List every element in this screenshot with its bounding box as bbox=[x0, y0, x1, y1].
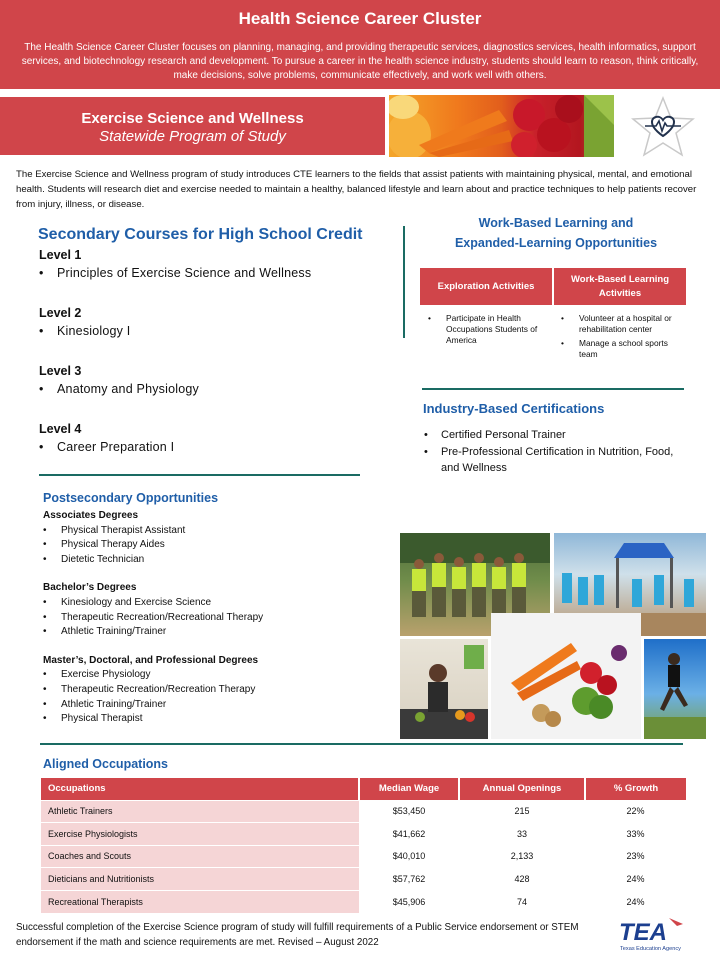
logo-caption: Texas Education Agency bbox=[620, 946, 681, 952]
photo-collage bbox=[400, 531, 706, 741]
occupation-name: Exercise Physiologists bbox=[41, 823, 359, 846]
growth: 33% bbox=[585, 823, 686, 846]
postsecondary-list bbox=[43, 509, 373, 727]
secondary-courses-title: Secondary Courses for High School Credit bbox=[38, 226, 363, 243]
vertical-divider bbox=[403, 226, 405, 338]
star-heartbeat-icon bbox=[630, 96, 696, 158]
program-title: Exercise Science and Wellness bbox=[81, 110, 304, 127]
occupation-name: Coaches and Scouts bbox=[41, 845, 359, 868]
degree-item: • Physical Therapy Aides bbox=[43, 538, 373, 553]
col-header: Annual Openings bbox=[459, 778, 585, 800]
ibc-title: Industry-Based Certifications bbox=[423, 401, 605, 416]
level-label: Level 4 bbox=[39, 422, 82, 436]
degree-item: • Dietetic Technician bbox=[43, 553, 373, 568]
ibc-item: • Certified Personal Trainer bbox=[424, 427, 694, 443]
degree-item: • Athletic Training/Trainer bbox=[43, 625, 373, 640]
vegetables-photo bbox=[389, 95, 614, 157]
median-wage: $53,450 bbox=[359, 800, 459, 823]
level-course: • Career Preparation I bbox=[39, 440, 389, 454]
level-label: Level 2 bbox=[39, 306, 82, 320]
degree-item: • Athletic Training/Trainer bbox=[43, 698, 373, 713]
degree-item: • Physical Therapist bbox=[43, 712, 373, 727]
wbl-col1 bbox=[420, 313, 553, 363]
table-row bbox=[41, 868, 686, 891]
annual-openings: 428 bbox=[459, 868, 585, 891]
program-banner bbox=[0, 97, 385, 155]
runner-photo bbox=[644, 639, 706, 739]
kitchen-photo bbox=[400, 639, 488, 739]
annual-openings: 215 bbox=[459, 800, 585, 823]
wbl-title-line1: Work-Based Learning and bbox=[478, 216, 634, 230]
col-header: Median Wage bbox=[359, 778, 459, 800]
level-course: • Anatomy and Physiology bbox=[39, 382, 389, 396]
wbl-title-line2: Expanded-Learning Opportunities bbox=[454, 236, 658, 250]
growth: 24% bbox=[585, 890, 686, 913]
annual-openings: 74 bbox=[459, 890, 585, 913]
wbl-col1-header: Exploration Activities bbox=[420, 268, 552, 305]
wbl-col2-header: Work-Based Learning Activities bbox=[554, 268, 686, 305]
occupations-divider bbox=[40, 743, 683, 745]
wbl-table-header bbox=[420, 268, 686, 305]
cluster-title: Health Science Career Cluster bbox=[238, 9, 482, 28]
occupation-name: Dieticians and Nutritionists bbox=[41, 868, 359, 891]
wbl-item: • Manage a school sports team bbox=[553, 338, 686, 360]
ibc-item: • Pre-Professional Certification in Nutrition, Food, and Wellness bbox=[424, 444, 694, 476]
cluster-header bbox=[0, 0, 720, 89]
occupations-table bbox=[41, 778, 686, 913]
table-row bbox=[41, 890, 686, 913]
wbl-item: • Volunteer at a hospital or rehabilitation center bbox=[553, 313, 686, 335]
level-1 bbox=[39, 248, 389, 306]
degree-item: • Therapeutic Recreation/Recreation Therapy bbox=[43, 683, 373, 698]
wbl-divider bbox=[422, 388, 684, 390]
level-label: Level 1 bbox=[39, 248, 82, 262]
level-4 bbox=[39, 422, 389, 480]
footer-note: Successful completion of the Exercise Science program of study will fulfill requirements of a Public Service endorsement or STEM endorsement if the math and science requirements are met. Revised – August 2022 bbox=[16, 922, 579, 948]
cluster-description: The Health Science Career Cluster focuses on planning, managing, and providing therapeutic services, diagnostics services, health informatics, support services, and biotechnology research and development. To pursue a career in the health science industry, students should learn to reason, think critically, make decisions, solve problems, communicate effectively, and work well with others. bbox=[21, 42, 699, 81]
occupation-name: Athletic Trainers bbox=[41, 800, 359, 823]
median-wage: $41,662 bbox=[359, 823, 459, 846]
wbl-title bbox=[420, 213, 692, 253]
growth: 24% bbox=[585, 868, 686, 891]
degree-item: • Physical Therapist Assistant bbox=[43, 524, 373, 539]
ibc-list bbox=[424, 427, 694, 477]
median-wage: $57,762 bbox=[359, 868, 459, 891]
degree-heading: Bachelor’s Degrees bbox=[43, 582, 137, 594]
col-header: Occupations bbox=[41, 778, 359, 800]
level-3 bbox=[39, 364, 389, 422]
secondary-levels bbox=[39, 248, 389, 480]
degree-item: • Exercise Physiology bbox=[43, 668, 373, 683]
wbl-item: • Participate in Health Occupations Students of America bbox=[420, 313, 553, 346]
wbl-col2 bbox=[553, 313, 686, 363]
wbl-table-body bbox=[420, 313, 686, 363]
col-header: % Growth bbox=[585, 778, 686, 800]
produce-photo bbox=[491, 613, 641, 739]
annual-openings: 2,133 bbox=[459, 845, 585, 868]
degree-item: • Therapeutic Recreation/Recreational Therapy bbox=[43, 611, 373, 626]
table-row bbox=[41, 823, 686, 846]
table-row bbox=[41, 845, 686, 868]
tea-logo bbox=[617, 914, 689, 954]
growth: 23% bbox=[585, 845, 686, 868]
level-course: • Kinesiology I bbox=[39, 324, 389, 338]
level-2 bbox=[39, 306, 389, 364]
postsecondary-title: Postsecondary Opportunities bbox=[43, 491, 219, 505]
degree-item: • Kinesiology and Exercise Science bbox=[43, 596, 373, 611]
wbl-table bbox=[420, 268, 686, 363]
section-divider bbox=[39, 474, 360, 476]
annual-openings: 33 bbox=[459, 823, 585, 846]
logo-text: TEA bbox=[619, 919, 667, 946]
growth: 22% bbox=[585, 800, 686, 823]
program-subtitle: Statewide Program of Study bbox=[99, 128, 286, 145]
degree-heading: Master’s, Doctoral, and Professional Degrees bbox=[43, 654, 259, 666]
degree-heading: Associates Degrees bbox=[43, 510, 139, 521]
occupations-title: Aligned Occupations bbox=[43, 757, 169, 771]
occupation-name: Recreational Therapists bbox=[41, 890, 359, 913]
level-course: • Principles of Exercise Science and Wellness bbox=[39, 266, 389, 280]
program-intro: The Exercise Science and Wellness program of study introduces CTE learners to the fields that assist patients with maintaining physical, mental, and emotional health. Students will research diet and exercise needed to maintain a healthy, balanced lifestyle and learn about and practice techniques to help patients recover from injury, illness, or disease. bbox=[16, 169, 697, 210]
level-label: Level 3 bbox=[39, 364, 82, 378]
median-wage: $45,906 bbox=[359, 890, 459, 913]
table-row bbox=[41, 800, 686, 823]
occupations-header-row bbox=[41, 778, 686, 800]
median-wage: $40,010 bbox=[359, 845, 459, 868]
